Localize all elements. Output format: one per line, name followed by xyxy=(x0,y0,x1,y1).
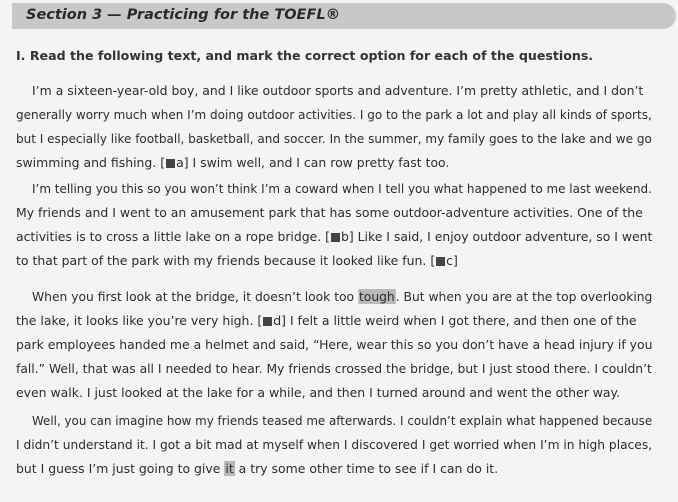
insertion-marker-b[interactable]: [ b] xyxy=(325,229,354,244)
text-run: I felt a little weird when I got there, and then one of the xyxy=(285,313,637,328)
text-run: When you first look at the bridge, it doesn’t look too xyxy=(32,289,358,304)
text-run: activities is to cross a little lake on a rope bridge. xyxy=(16,229,326,244)
highlighted-word: it xyxy=(225,461,234,476)
text-run: but I guess I’m just going to give xyxy=(16,461,225,476)
text-line xyxy=(16,384,620,402)
black-square-icon xyxy=(331,233,340,242)
text-run: to that part of the park with my friends because it looked like fun. xyxy=(16,253,431,268)
black-square-icon xyxy=(166,159,175,168)
text-run: fall.” Well, that was all I needed to hear. My friends crossed the bridge, but I just stood there. I couldn’t xyxy=(16,361,652,376)
text-line xyxy=(32,288,652,306)
black-square-icon xyxy=(436,257,445,266)
text-line xyxy=(16,436,652,454)
marker-letter: b xyxy=(340,229,349,244)
text-run: Well, you can imagine how my friends teased me afterwards. I couldn’t explain what happened because xyxy=(32,413,653,428)
text-line xyxy=(16,336,652,354)
text-run: . But when you are at the top overlooking xyxy=(395,289,653,304)
text-line xyxy=(32,180,652,198)
text-run: generally worry much when I’m doing outdoor activities. I go to the park a lot and play all kinds of sports, xyxy=(16,107,652,122)
section-banner xyxy=(12,3,676,29)
text-line xyxy=(32,412,652,430)
text-line xyxy=(16,460,498,478)
text-line xyxy=(16,228,652,246)
text-line xyxy=(16,312,637,330)
text-run: Like I said, I enjoy outdoor adventure, so I went xyxy=(353,229,653,244)
text-run: a try some other time to see if I can do it. xyxy=(234,461,499,476)
marker-letter: c xyxy=(446,253,454,268)
insertion-marker-a[interactable]: [ a] xyxy=(160,155,189,170)
text-line xyxy=(16,252,458,270)
marker-letter: a xyxy=(176,155,184,170)
insertion-marker-d[interactable]: [ d] xyxy=(257,313,286,328)
text-line xyxy=(16,360,652,378)
text-line xyxy=(16,130,652,148)
section-title: Section 3 — Practicing for the TOEFL® xyxy=(26,7,341,23)
insertion-marker-c[interactable]: [ c] xyxy=(430,253,458,268)
text-run: I didn’t understand it. I got a bit mad at myself when I discovered I get worried when I’m in high places, xyxy=(16,437,653,452)
text-run: the lake, it looks like you’re very high. xyxy=(16,313,258,328)
highlighted-word: tough xyxy=(358,289,395,304)
text-run: swimming and fishing. xyxy=(16,155,161,170)
text-run: park employees handed me a helmet and said, “Here, wear this so you don’t have a head injury if you xyxy=(16,337,653,352)
text-line xyxy=(16,106,652,124)
marker-letter: d xyxy=(273,313,282,328)
text-line xyxy=(32,82,643,100)
text-run: I’m telling you this so you won’t think I’m a coward when I tell you what happened to me last weekend. xyxy=(32,181,652,196)
text-run: I swim well, and I can row pretty fast too. xyxy=(188,155,450,170)
black-square-icon xyxy=(263,317,272,326)
text-line xyxy=(16,154,449,172)
text-run: My friends and I went to an amusement park that has some outdoor-adventure activities. One of the xyxy=(16,205,643,220)
text-line xyxy=(16,204,643,222)
text-run: even walk. I just looked at the lake for a while, and then I turned around and went the other way. xyxy=(16,385,621,400)
text-run: but I especially like football, basketball, and soccer. In the summer, my family goes to the lake and we go xyxy=(16,131,652,146)
instruction-text: I. Read the following text, and mark the correct option for each of the questions. xyxy=(16,48,594,63)
text-run: I’m a sixteen-year-old boy, and I like outdoor sports and adventure. I’m pretty athletic, and I don’t xyxy=(32,83,644,98)
